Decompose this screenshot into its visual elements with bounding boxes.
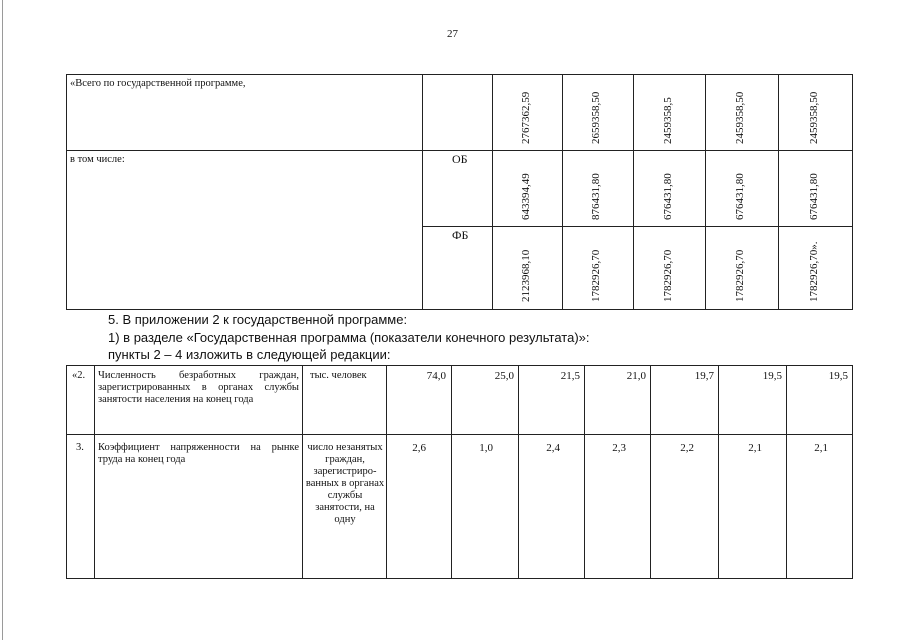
- page-margin-line: [2, 0, 3, 640]
- table-cell: 21,5: [560, 370, 580, 382]
- table-cell: 19,5: [828, 370, 848, 382]
- row-number: 3.: [76, 442, 84, 453]
- table-cell: 2,2: [680, 442, 694, 454]
- table-cell: 19,5: [762, 370, 782, 382]
- table-cell: 2123968,10: [520, 249, 532, 302]
- including-label: в том числе:: [70, 154, 125, 165]
- table-cell: 2659358,50: [590, 91, 602, 144]
- table-cell: 676431,80: [808, 173, 820, 220]
- indicator-name: Численность безработных граждан, зарегистрированных в органах службы занятости населения на конец года: [98, 370, 299, 405]
- paragraph-1: 5. В приложении 2 к государственной программе:: [108, 312, 408, 327]
- table-cell: 876431,80: [590, 173, 602, 220]
- table-cell: 25,0: [494, 370, 514, 382]
- table-cell: 2,1: [814, 442, 828, 454]
- paragraph-3: пункты 2 – 4 изложить в следующей редакции:: [108, 347, 391, 362]
- page-number: 27: [447, 28, 458, 40]
- table-cell: 21,0: [626, 370, 646, 382]
- table-cell: 676431,80: [734, 173, 746, 220]
- indicator-unit: тыс. человек: [310, 370, 367, 381]
- table-cell: 2459358,50: [734, 91, 746, 144]
- table-cell: 643394,49: [520, 173, 532, 220]
- source-fb: ФБ: [452, 228, 469, 242]
- table-cell: 2,3: [612, 442, 626, 454]
- table-cell: 1,0: [479, 442, 493, 454]
- table-cell: 1782926,70: [590, 249, 602, 302]
- table-cell: 2,1: [748, 442, 762, 454]
- row-number: «2.: [72, 370, 86, 381]
- table-cell: 2,4: [546, 442, 560, 454]
- table-cell: 1782926,70».: [808, 241, 820, 302]
- table-cell: 19,7: [694, 370, 714, 382]
- table-cell: 676431,80: [662, 173, 674, 220]
- source-ob: ОБ: [452, 152, 468, 166]
- total-label: «Всего по государственной программе,: [70, 78, 246, 89]
- table-cell: 2459358,5: [662, 97, 674, 144]
- table-cell: 1782926,70: [662, 249, 674, 302]
- paragraph-2: 1) в разделе «Государственная программа (показатели конечного результата)»:: [108, 330, 590, 345]
- table-cell: 1782926,70: [734, 249, 746, 302]
- indicator-name: Коэффициент напряженности на рынке труда на конец года: [98, 442, 299, 465]
- table-cell: 2767362,59: [520, 91, 532, 144]
- indicator-unit: число незанятых граждан, зарегистриро-ванных в органах службы занятости, на одну: [305, 442, 385, 525]
- table-cell: 2,6: [412, 442, 426, 454]
- table-cell: 74,0: [426, 370, 446, 382]
- table-cell: 2459358,50: [808, 91, 820, 144]
